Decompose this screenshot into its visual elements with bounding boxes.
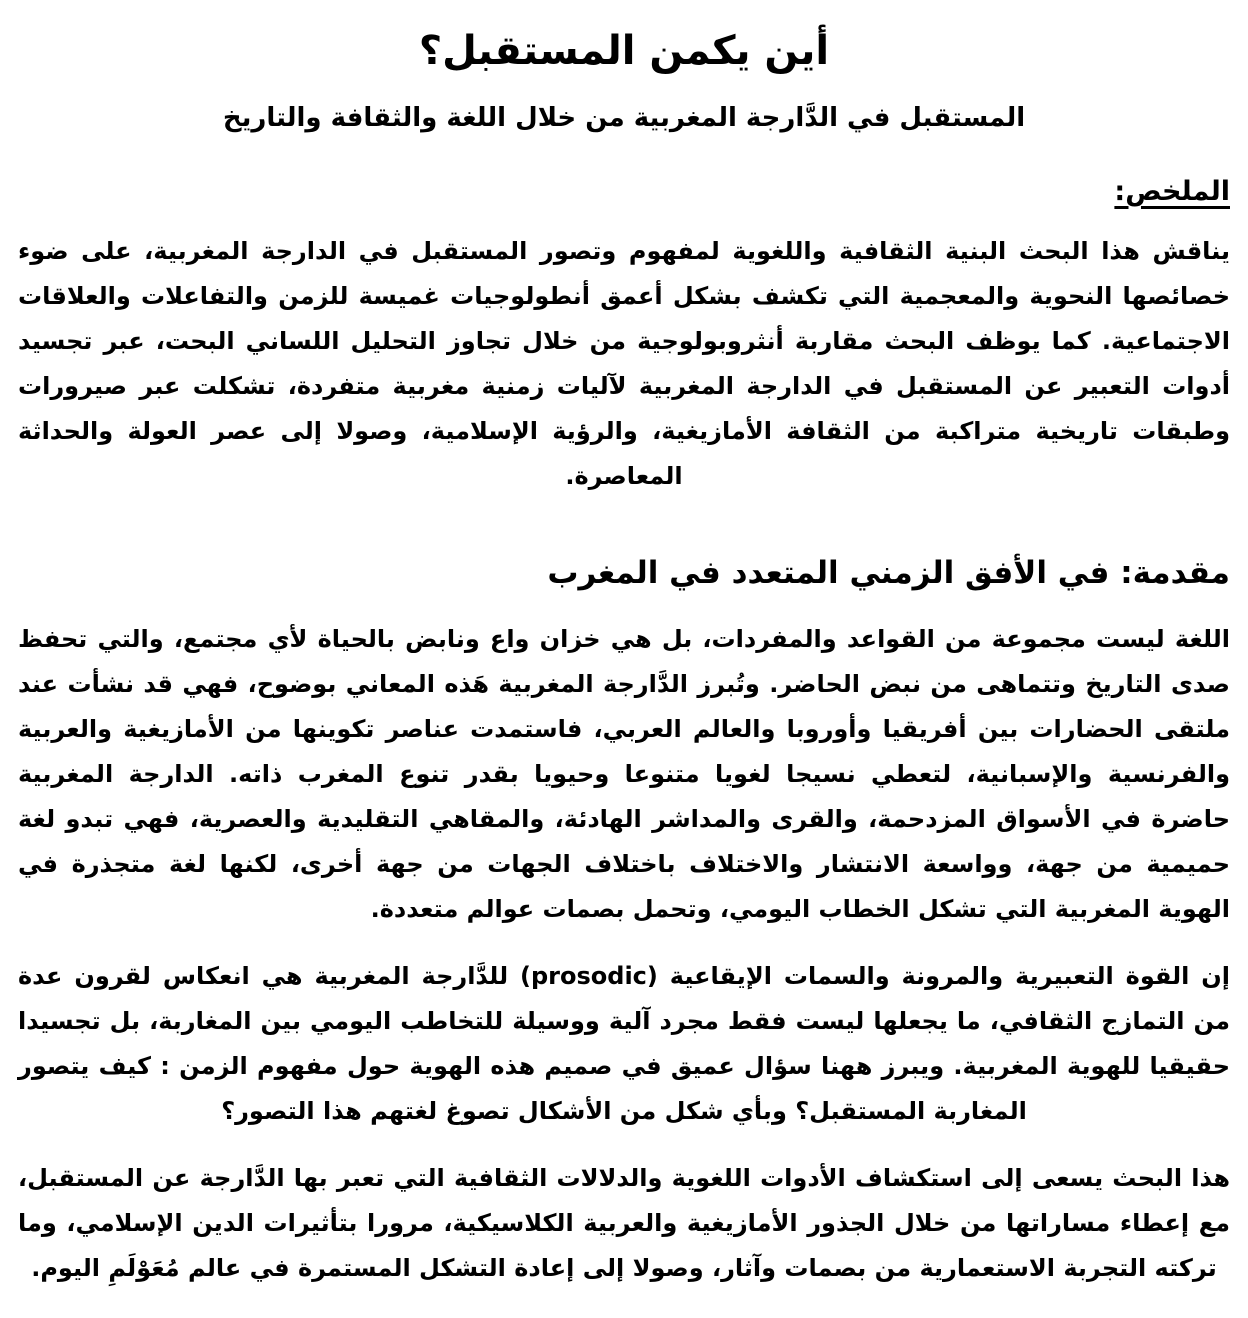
document-subtitle: المستقبل في الدَّارجة المغربية من خلال اللغة والثقافة والتاريخ bbox=[222, 103, 1026, 133]
introduction-section bbox=[18, 555, 1230, 1291]
introduction-heading: مقدمة: في الأفق الزمني المتعدد في المغرب bbox=[547, 554, 1230, 591]
abstract-heading: الملخص: bbox=[1114, 175, 1230, 207]
introduction-paragraph-3: هذا البحث يسعى إلى استكشاف الأدوات اللغوية والدلالات الثقافية التي تعبر بها الدَّارجة عن المستقبل، مع إعطاء مساراتها من خلال الجذور الأمازيغية والعربية الكلاسيكية، مرورا بتأثيرات الدين الإسلامي، وما تركته التجربة الاستعمارية من بصمات وآثار، وصولا إلى إعادة التشكل المستمرة في عالم مُعَوْلَمِ اليوم. bbox=[18, 1163, 1230, 1282]
introduction-paragraph-2: إن القوة التعبيرية والمرونة والسمات الإيقاعية (prosodic) للدَّارجة المغربية هي انعكاس لقرون عدة من التمازج الثقافي، ما يجعلها ليست فقط مجرد آلية ووسيلة للتخاطب اليومي بين المغاربة، بل تجسيدا حقيقيا للهوية المغربية. ويبرز ههنا سؤال عميق في صميم هذه الهوية حول مفهوم الزمن : كيف يتصور المغاربة المستقبل؟ وبأي شكل من الأشكال تصوغ لغتهم هذا التصور؟ bbox=[18, 961, 1231, 1125]
introduction-paragraph-1: اللغة ليست مجموعة من القواعد والمفردات، بل هي خزان واع ونابض بالحياة لأي مجتمع، والتي تحفظ صدى التاريخ وتتماهى من نبض الحاضر. وتُبرز الدَّارجة المغربية هَذه المعاني بوضوح، فهي قد نشأت عند ملتقى الحضارات بين أفريقيا وأوروبا والعالم العربي، فاستمدت عناصر تكوينها من الأمازيغية والعربية والفرنسية والإسبانية، لتعطي نسيجا لغويا متنوعا وحيويا بقدر تنوع المغرب ذاته. الدارجة المغربية حاضرة في الأسواق المزدحمة، والقرى والمداشر الهادئة، والمقاهي التقليدية والعصرية، فهي تبدو لغة حميمية من جهة، وواسعة الانتشار والاختلاف باختلاف الجهات من جهة أخرى، لكنها لغة متجذرة في الهوية المغربية التي تشكل الخطاب اليومي، وتحمل بصمات عوالم متعددة. bbox=[18, 624, 1230, 923]
abstract-paragraph: يناقش هذا البحث البنية الثقافية واللغوية لمفهوم وتصور المستقبل في الدارجة المغربية، على ضوء خصائصها النحوية والمعجمية التي تكشف بشكل أعمق أنطولوجيات غميسة للزمن والتفاعلات والعلاقات الاجتماعية. كما يوظف البحث مقاربة أنثروبولوجية من خلال تجاوز التحليل اللساني البحت، عبر تجسيد أدوات التعبير عن المستقبل في الدارجة المغربية لآليات زمنية مغربية متفردة، تشكلت عبر صيرورات وطبقات تاريخية متراكبة من الثقافة الأمازيغية، والرؤية الإسلامية، وصولا إلى عصر العولة والحداثة المعاصرة. bbox=[18, 236, 1230, 490]
document-title: أين يكمن المستقبل؟ bbox=[418, 28, 830, 74]
abstract-section bbox=[18, 176, 1230, 499]
